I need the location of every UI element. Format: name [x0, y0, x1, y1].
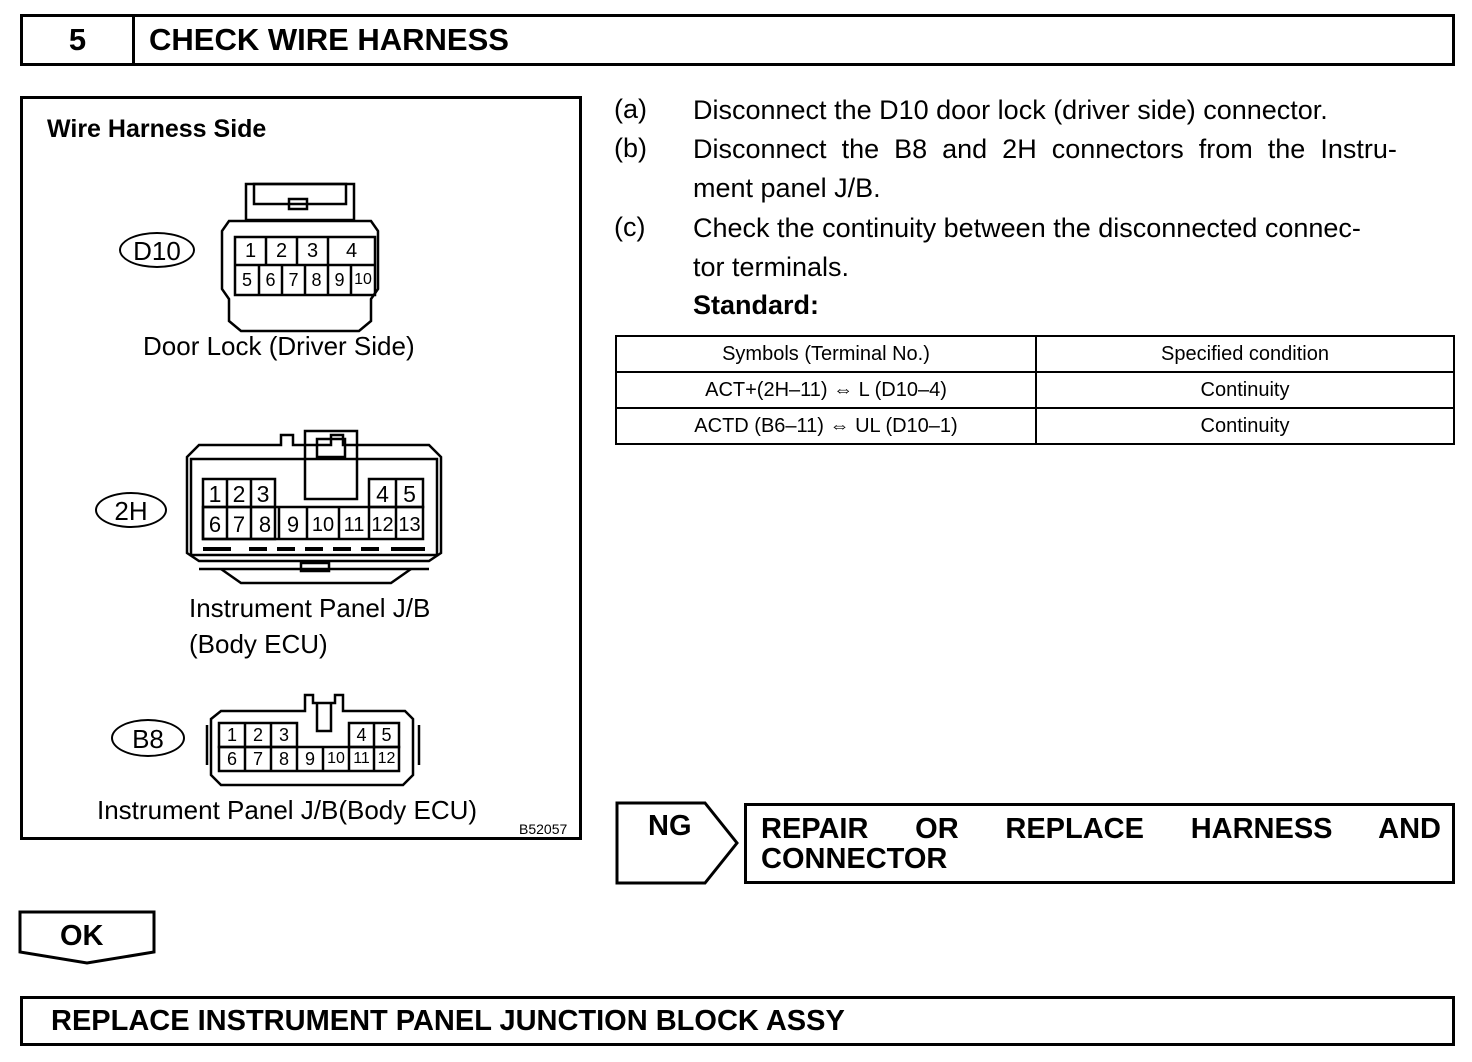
2h-connector-icon	[181, 429, 447, 589]
step-a-text	[693, 91, 1455, 130]
pin: 9	[334, 269, 345, 290]
2h-label-line1: Instrument Panel J/B	[189, 593, 431, 623]
ok-label: OK	[60, 920, 104, 952]
step-a-line1: Disconnect the D10 door lock (driver side) connector.	[693, 95, 1328, 125]
pin: 10	[327, 750, 345, 767]
wiring-diagram	[20, 96, 582, 840]
step-c-text	[693, 209, 1455, 287]
pin: 3	[256, 480, 270, 507]
b8-pin-grid-top-left	[219, 723, 297, 747]
d10-id: D10	[133, 236, 181, 266]
pin: 5	[403, 480, 416, 507]
pin: 10	[311, 513, 335, 536]
step-c-line2: tor terminals.	[693, 252, 850, 282]
standard-label: Standard:	[693, 290, 820, 320]
table-row	[616, 408, 1454, 444]
pin: 3	[306, 239, 319, 262]
figure-code: B52057	[519, 821, 568, 837]
final-action: REPLACE INSTRUMENT PANEL JUNCTION BLOCK ASSY	[20, 996, 1455, 1046]
pin: 1	[244, 239, 257, 262]
pin: 8	[258, 512, 272, 537]
step-c-line1: Check the continuity between the disconnected connec-	[693, 213, 1361, 243]
d10-label: Door Lock (Driver Side)	[143, 331, 415, 361]
pin: 13	[398, 513, 421, 536]
table-header-row	[616, 336, 1454, 372]
step-c-letter: (c)	[614, 212, 646, 242]
step-b-line2: ment panel J/B.	[693, 173, 881, 203]
step-title: CHECK WIRE HARNESS	[149, 22, 509, 57]
diagram-heading: Wire Harness Side	[47, 115, 267, 143]
pin: 2	[275, 239, 288, 262]
pin: 6	[208, 512, 222, 537]
ng-action-box	[744, 803, 1455, 884]
table-row	[616, 372, 1454, 408]
pin: 9	[304, 748, 315, 769]
pin: 2	[252, 724, 263, 745]
2h-id-ellipse	[95, 492, 167, 528]
b8-label: Instrument Panel J/B(Body ECU)	[97, 795, 478, 825]
pin: 2	[232, 480, 246, 507]
step-number: 5	[23, 17, 135, 63]
ng-label: NG	[648, 810, 692, 842]
pin: 4	[356, 724, 367, 745]
2h-pin-grid-top-right	[369, 480, 423, 508]
table-header: Symbols (Terminal No.)	[616, 336, 1036, 372]
b8-id-ellipse	[111, 719, 185, 757]
pin: 4	[376, 480, 389, 507]
pin: 12	[371, 513, 394, 536]
pin: 7	[232, 512, 246, 537]
pin: 11	[343, 513, 365, 536]
2h-pin-grid-bottom	[203, 510, 423, 540]
table-cell: Continuity	[1036, 408, 1454, 444]
pin: 8	[278, 748, 289, 769]
pin: 11	[353, 750, 370, 767]
pin: 1	[226, 724, 237, 745]
ng-action-text: REPAIR OR REPLACE HARNESS AND CONNECTOR	[761, 813, 1441, 875]
step-a-letter: (a)	[614, 94, 647, 124]
pin: 8	[311, 269, 322, 290]
pin: 10	[354, 271, 372, 288]
b8-id: B8	[132, 724, 164, 754]
table-header: Specified condition	[1036, 336, 1454, 372]
pin: 5	[241, 269, 252, 290]
b8-pin-grid-bottom	[219, 747, 399, 771]
pin: 6	[265, 269, 276, 290]
pin: 6	[226, 748, 237, 769]
step-b-text	[693, 130, 1455, 208]
step-header	[20, 14, 1455, 66]
step-b-letter: (b)	[614, 133, 647, 163]
pin: 4	[345, 239, 358, 262]
2h-label-line2: (Body ECU)	[189, 629, 328, 659]
pin: 1	[208, 480, 222, 507]
table-cell: Continuity	[1036, 372, 1454, 408]
d10-pin-grid	[235, 237, 375, 295]
d10-id-ellipse	[119, 232, 195, 268]
pin: 7	[252, 748, 263, 769]
step-b-line1: Disconnect the B8 and 2H connectors from the Instru-	[693, 134, 1397, 164]
pin: 9	[286, 512, 300, 537]
table-cell: ACT+(2H–11) ⇔ L (D10–4)	[616, 372, 1036, 408]
pin: 7	[288, 269, 299, 290]
pin: 5	[381, 724, 392, 745]
pin: 12	[377, 750, 396, 767]
2h-id: 2H	[114, 496, 148, 526]
2h-pin-grid-top-left	[203, 480, 275, 508]
b8-pin-grid-top-right	[349, 723, 399, 747]
pin: 3	[278, 724, 289, 745]
table-cell: ACTD (B6–11) ⇔ UL (D10–1)	[616, 408, 1036, 444]
continuity-table	[615, 335, 1455, 445]
